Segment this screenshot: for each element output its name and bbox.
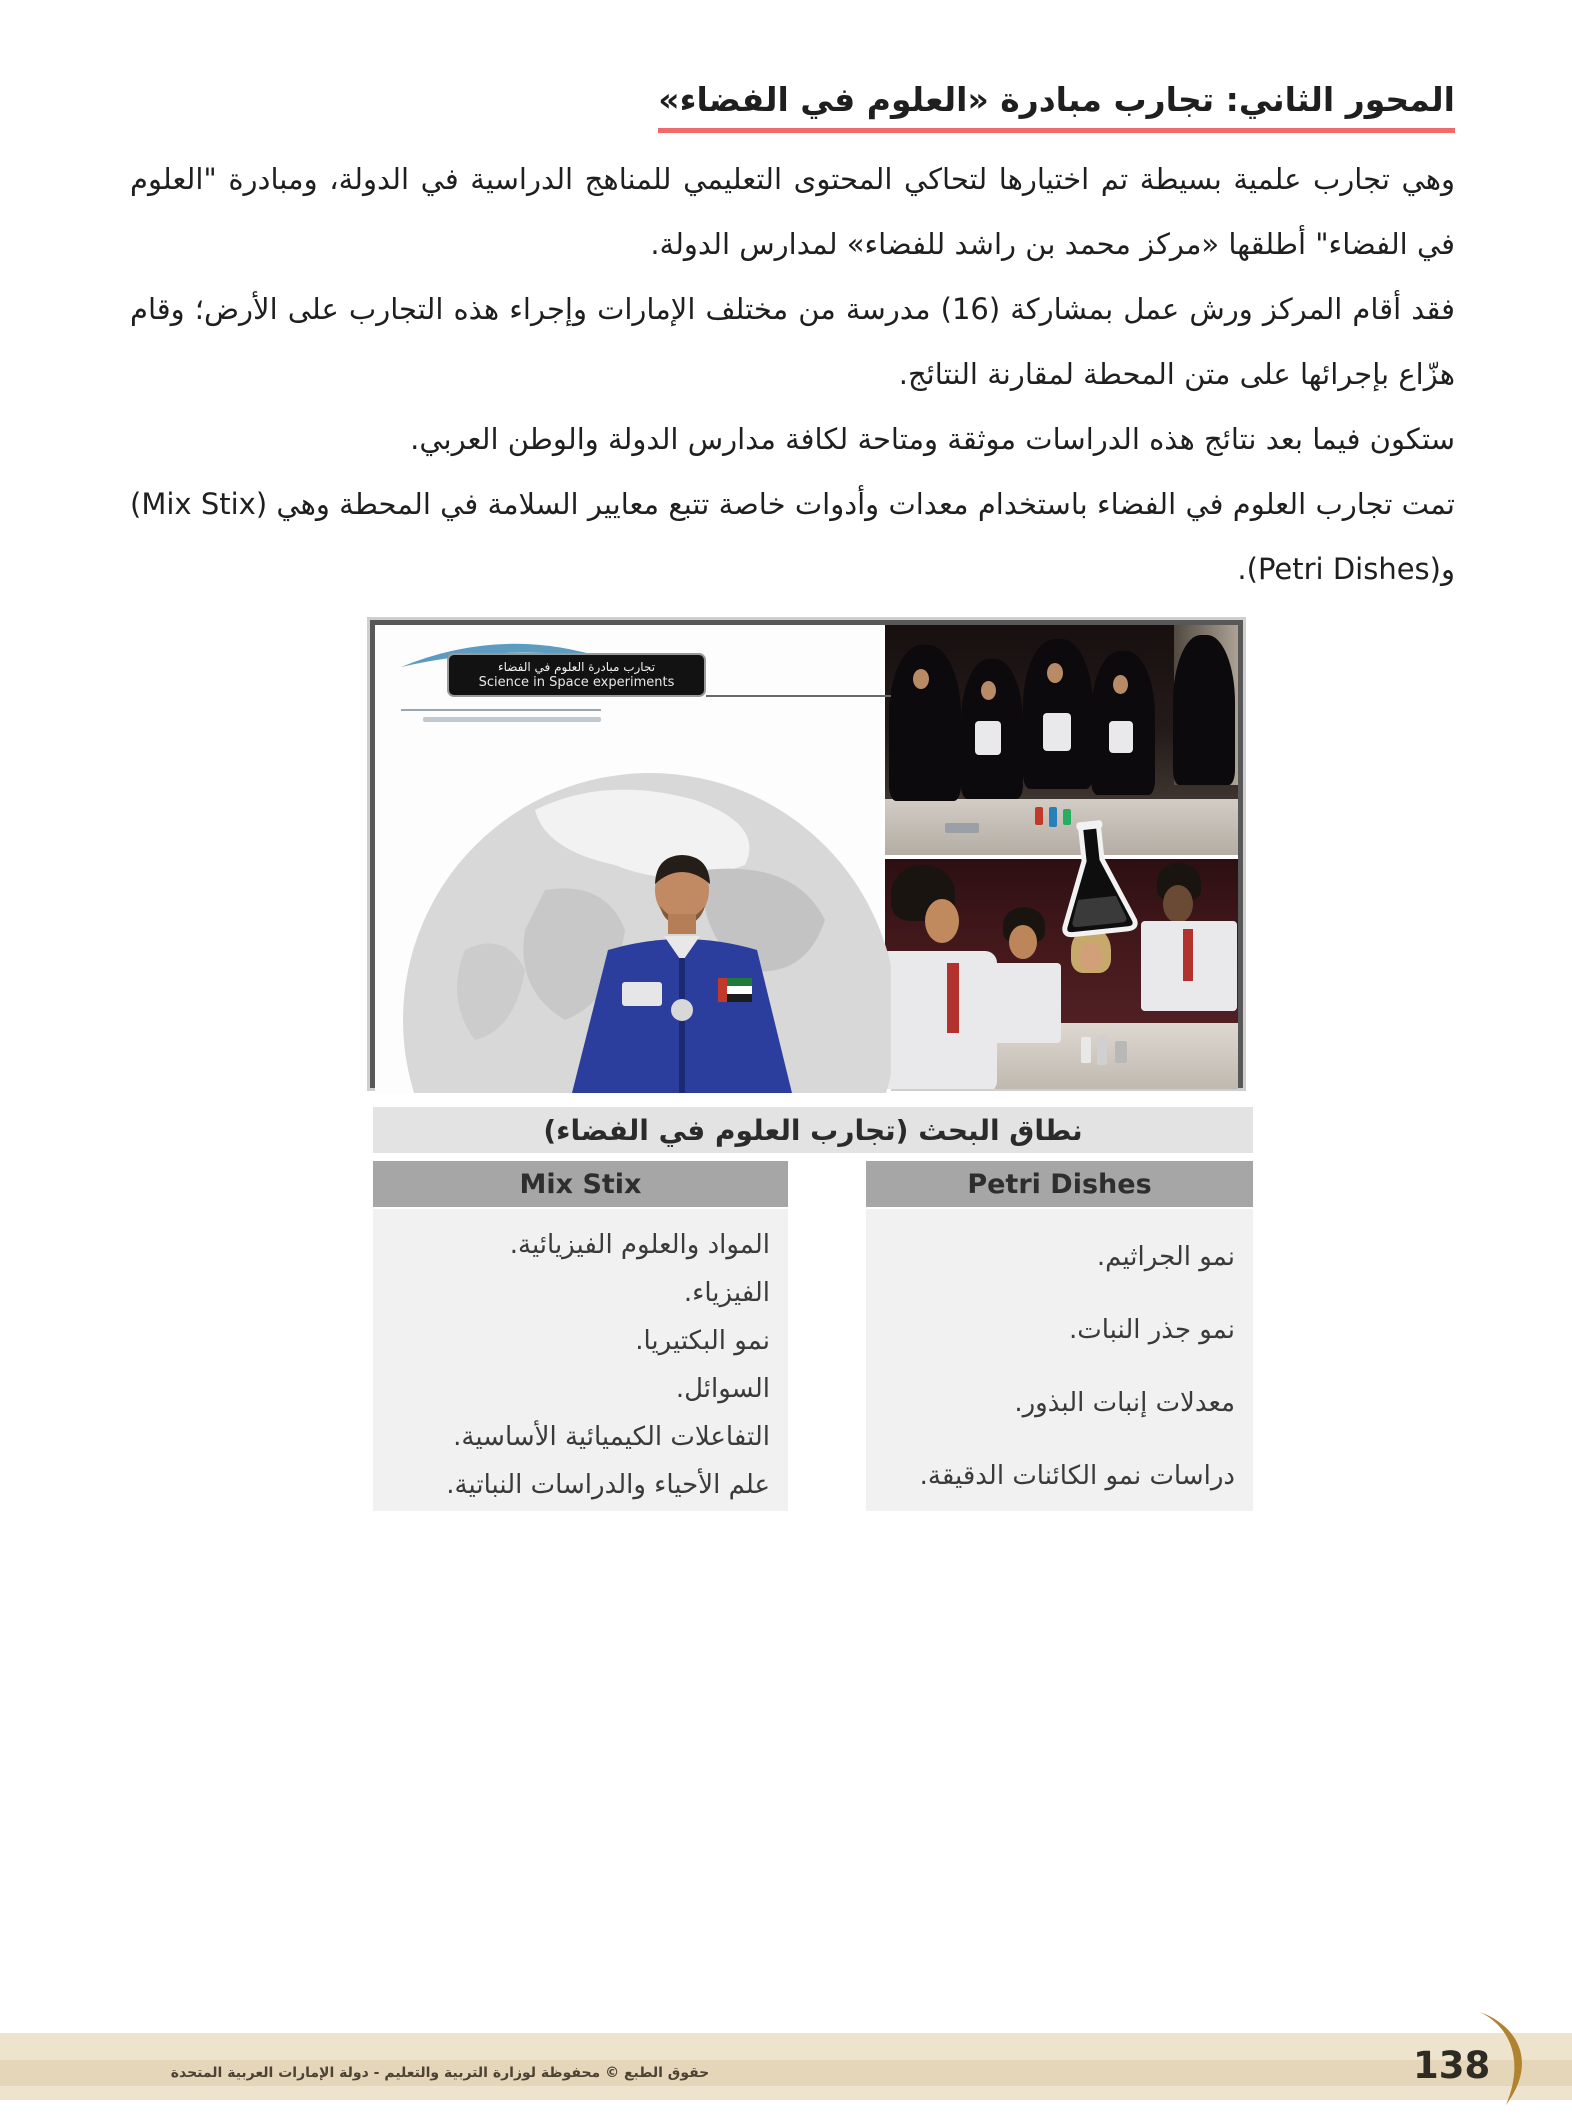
figure-collage <box>370 620 1243 1088</box>
table-caption: نطاق البحث (تجارب العلوم في الفضاء) <box>373 1107 1253 1153</box>
paragraph: ستكون فيما بعد نتائج هذه الدراسات موثقة ومتاحة لكافة مدارس الدولة والوطن العربي. <box>410 422 1455 456</box>
suit-zipper <box>679 958 685 1093</box>
table-row: دراسات نمو الكائنات الدقيقة. <box>919 1461 1235 1491</box>
table-row: المواد والعلوم الفيزيائية. <box>509 1230 770 1260</box>
person-figure <box>1173 635 1235 785</box>
footer-band <box>0 2033 1572 2060</box>
column-petri-dishes <box>866 1161 1253 1511</box>
table-row: السوائل. <box>675 1374 770 1404</box>
column-gap <box>788 1161 866 1511</box>
person-figure <box>885 951 997 1089</box>
body-text <box>130 147 1455 602</box>
person-figure <box>991 963 1061 1043</box>
logo-rule <box>401 709 601 711</box>
paragraph: فقد أقام المركز ورش عمل بمشاركة (16) مدرسة من مختلف الإمارات وإجراء هذه التجارب على الأرض؛ وقام هزّاع بإجرائها على متن المحطة لمقارنة النتائج. <box>130 292 1455 391</box>
mission-patch <box>671 999 693 1021</box>
figure-left-panel <box>375 625 891 1093</box>
table-row: نمو جذر النبات. <box>1068 1315 1235 1345</box>
name-patch <box>622 982 662 1006</box>
research-scope-table <box>373 1107 1253 1511</box>
section-title-wrap <box>658 80 1455 133</box>
table-row: التفاعلات الكيميائية الأساسية. <box>453 1422 770 1452</box>
table-row: نمو الجراثيم. <box>1096 1242 1235 1272</box>
column-header: Petri Dishes <box>866 1161 1253 1207</box>
table-row: نمو البكتيريا. <box>635 1326 770 1356</box>
students-photo-top <box>885 625 1238 855</box>
paragraph: وهي تجارب علمية بسيطة تم اختيارها لتحاكي المحتوى التعليمي للمناهج الدراسية في الدولة، ومبادرة "العلوم في الفضاء" أطلقها «مركز محمد بن راشد للفضاء» لمدارس الدولة. <box>130 162 1455 261</box>
astronaut-photo <box>560 850 810 1093</box>
column-body <box>373 1209 788 1511</box>
paragraph: تمت تجارب العلوم في الفضاء باستخدام معدات وأدوات خاصة تتبع معايير السلامة في المحطة وهي (Mix Stix) و(Petri Dishes). <box>130 487 1455 586</box>
table-row: معدلات إنبات البذور. <box>1014 1388 1235 1418</box>
person-figure <box>889 645 961 801</box>
page-title: المحور الثاني: تجارب مبادرة «العلوم في الفضاء» <box>658 80 1455 133</box>
column-mix-stix <box>373 1161 788 1511</box>
banner-arabic-label: تجارب مبادرة العلوم في الفضاء <box>497 659 656 674</box>
uae-flag-patch <box>718 978 752 1002</box>
copyright-text: حقوق الطبع © محفوظة لوزارة التربية والتعليم - دولة الإمارات العربية المتحدة <box>170 2065 710 2081</box>
banner-english-label: Science in Space experiments <box>478 674 675 690</box>
flask-icon <box>1044 816 1146 943</box>
banner-connector-line <box>706 695 891 697</box>
table-row: علم الأحياء والدراسات النباتية. <box>446 1470 770 1500</box>
figure-banner <box>447 653 706 697</box>
logo-text-bar <box>423 717 601 722</box>
column-body <box>866 1209 1253 1511</box>
crescent-ornament <box>1452 2010 1544 2107</box>
page-number: 138 <box>1413 2044 1491 2087</box>
footer-band <box>0 2086 1572 2100</box>
column-header: Mix Stix <box>373 1161 788 1207</box>
table-row: الفيزياء. <box>683 1278 770 1308</box>
